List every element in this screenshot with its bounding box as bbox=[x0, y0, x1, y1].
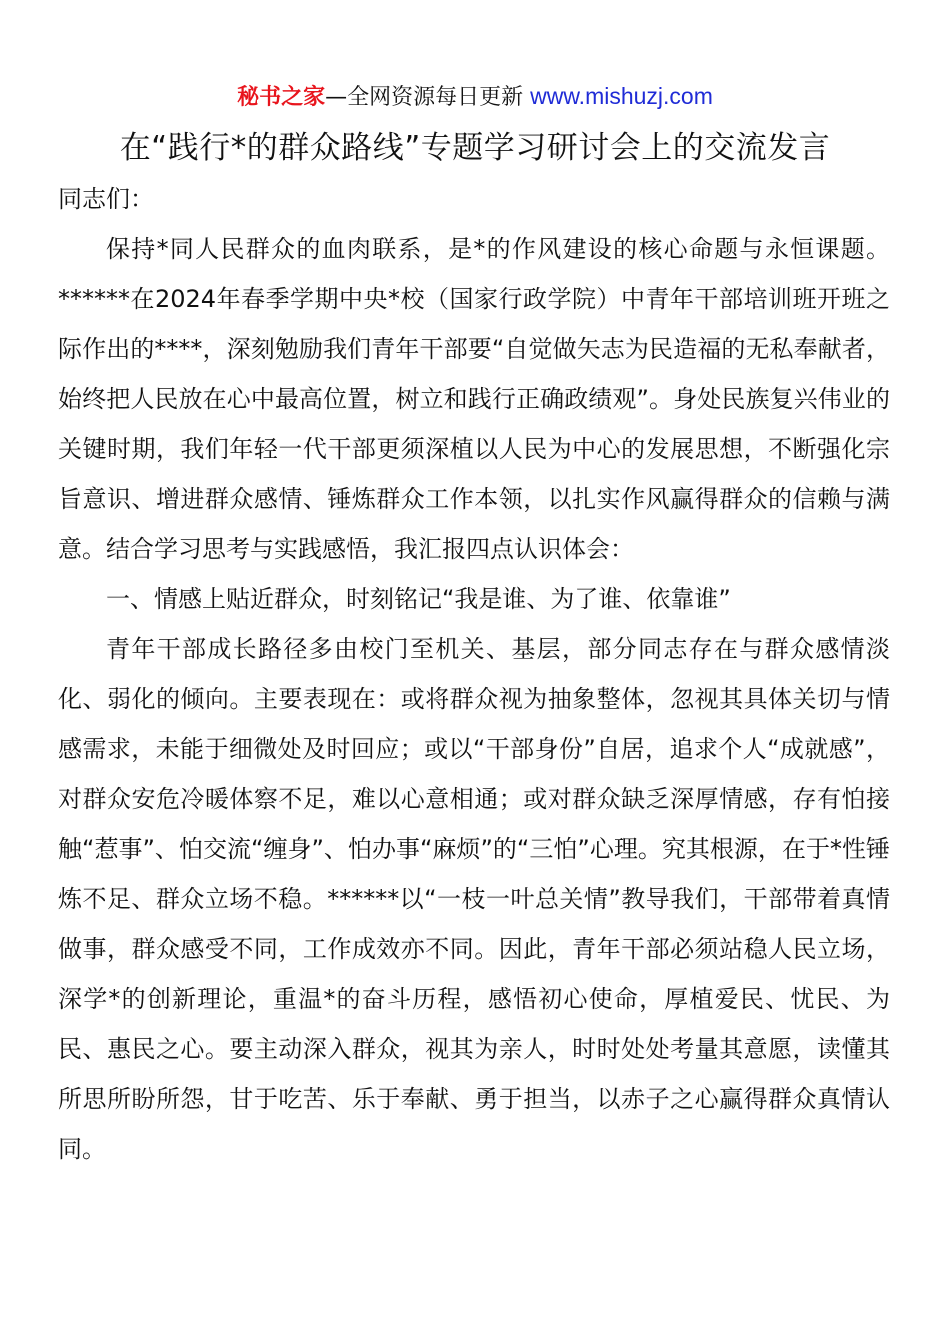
site-banner bbox=[0, 80, 950, 114]
section-heading-1: 一、情感上贴近群众，时刻铭记“我是谁、为了谁、依靠谁” bbox=[106, 585, 731, 613]
site-tagline: —全网资源每日更新 bbox=[325, 85, 531, 110]
document-body bbox=[58, 174, 890, 1174]
site-brand-name: 秘书之家 bbox=[237, 85, 326, 110]
section-1-paragraph: 青年干部成长路径多由校门至机关、基层，部分同志存在与群众感情淡化、弱化的倾向。主要表现在：或将群众视为抽象整体，忽视其具体关切与情感需求，未能于细微处及时回应；或以“干部身份”自居，追求个人“成就感”，对群众安危冷暖体察不足，难以心意相通；或对群众缺乏深厚情感，存有怕接触“惹事”、怕交流“缠身”、怕办事“麻烦”的“三怕”心理。究其根源，在于*性锤炼不足、群众立场不稳。******以“一枝一叶总关情”教导我们，干部带着真情做事，群众感受不同，工作成效亦不同。因此，青年干部必须站稳人民立场，深学*的创新理论，重温*的奋斗历程，感悟初心使命，厚植爱民、忧民、为民、惠民之心。要主动深入群众，视其为亲人，时时处处考量其意愿，读懂其所思所盼所怨，甘于吃苦、乐于奉献、勇于担当，以赤子之心赢得群众真情认同。 bbox=[58, 635, 890, 1163]
site-url-link[interactable]: www.mishuzj.com bbox=[530, 83, 713, 109]
salutation: 同志们： bbox=[58, 185, 154, 213]
document-title: 在“践行*的群众路线”专题学习研讨会上的交流发言 bbox=[119, 130, 831, 166]
intro-paragraph: 保持*同人民群众的血肉联系，是*的作风建设的核心命题与永恒课题。******在2024年春季学期中央*校（国家行政学院）中青年干部培训班开班之际作出的****，深刻勉励我们青年干部要“自觉做矢志为民造福的无私奉献者，始终把人民放在心中最高位置，树立和践行正确政绩观”。身处民族复兴伟业的关键时期，我们年轻一代干部更须深植以人民为中心的发展思想，不断强化宗旨意识、增进群众感情、锤炼群众工作本领，以扎实作风赢得群众的信赖与满意。结合学习思考与实践感悟，我汇报四点认识体会： bbox=[58, 235, 890, 563]
